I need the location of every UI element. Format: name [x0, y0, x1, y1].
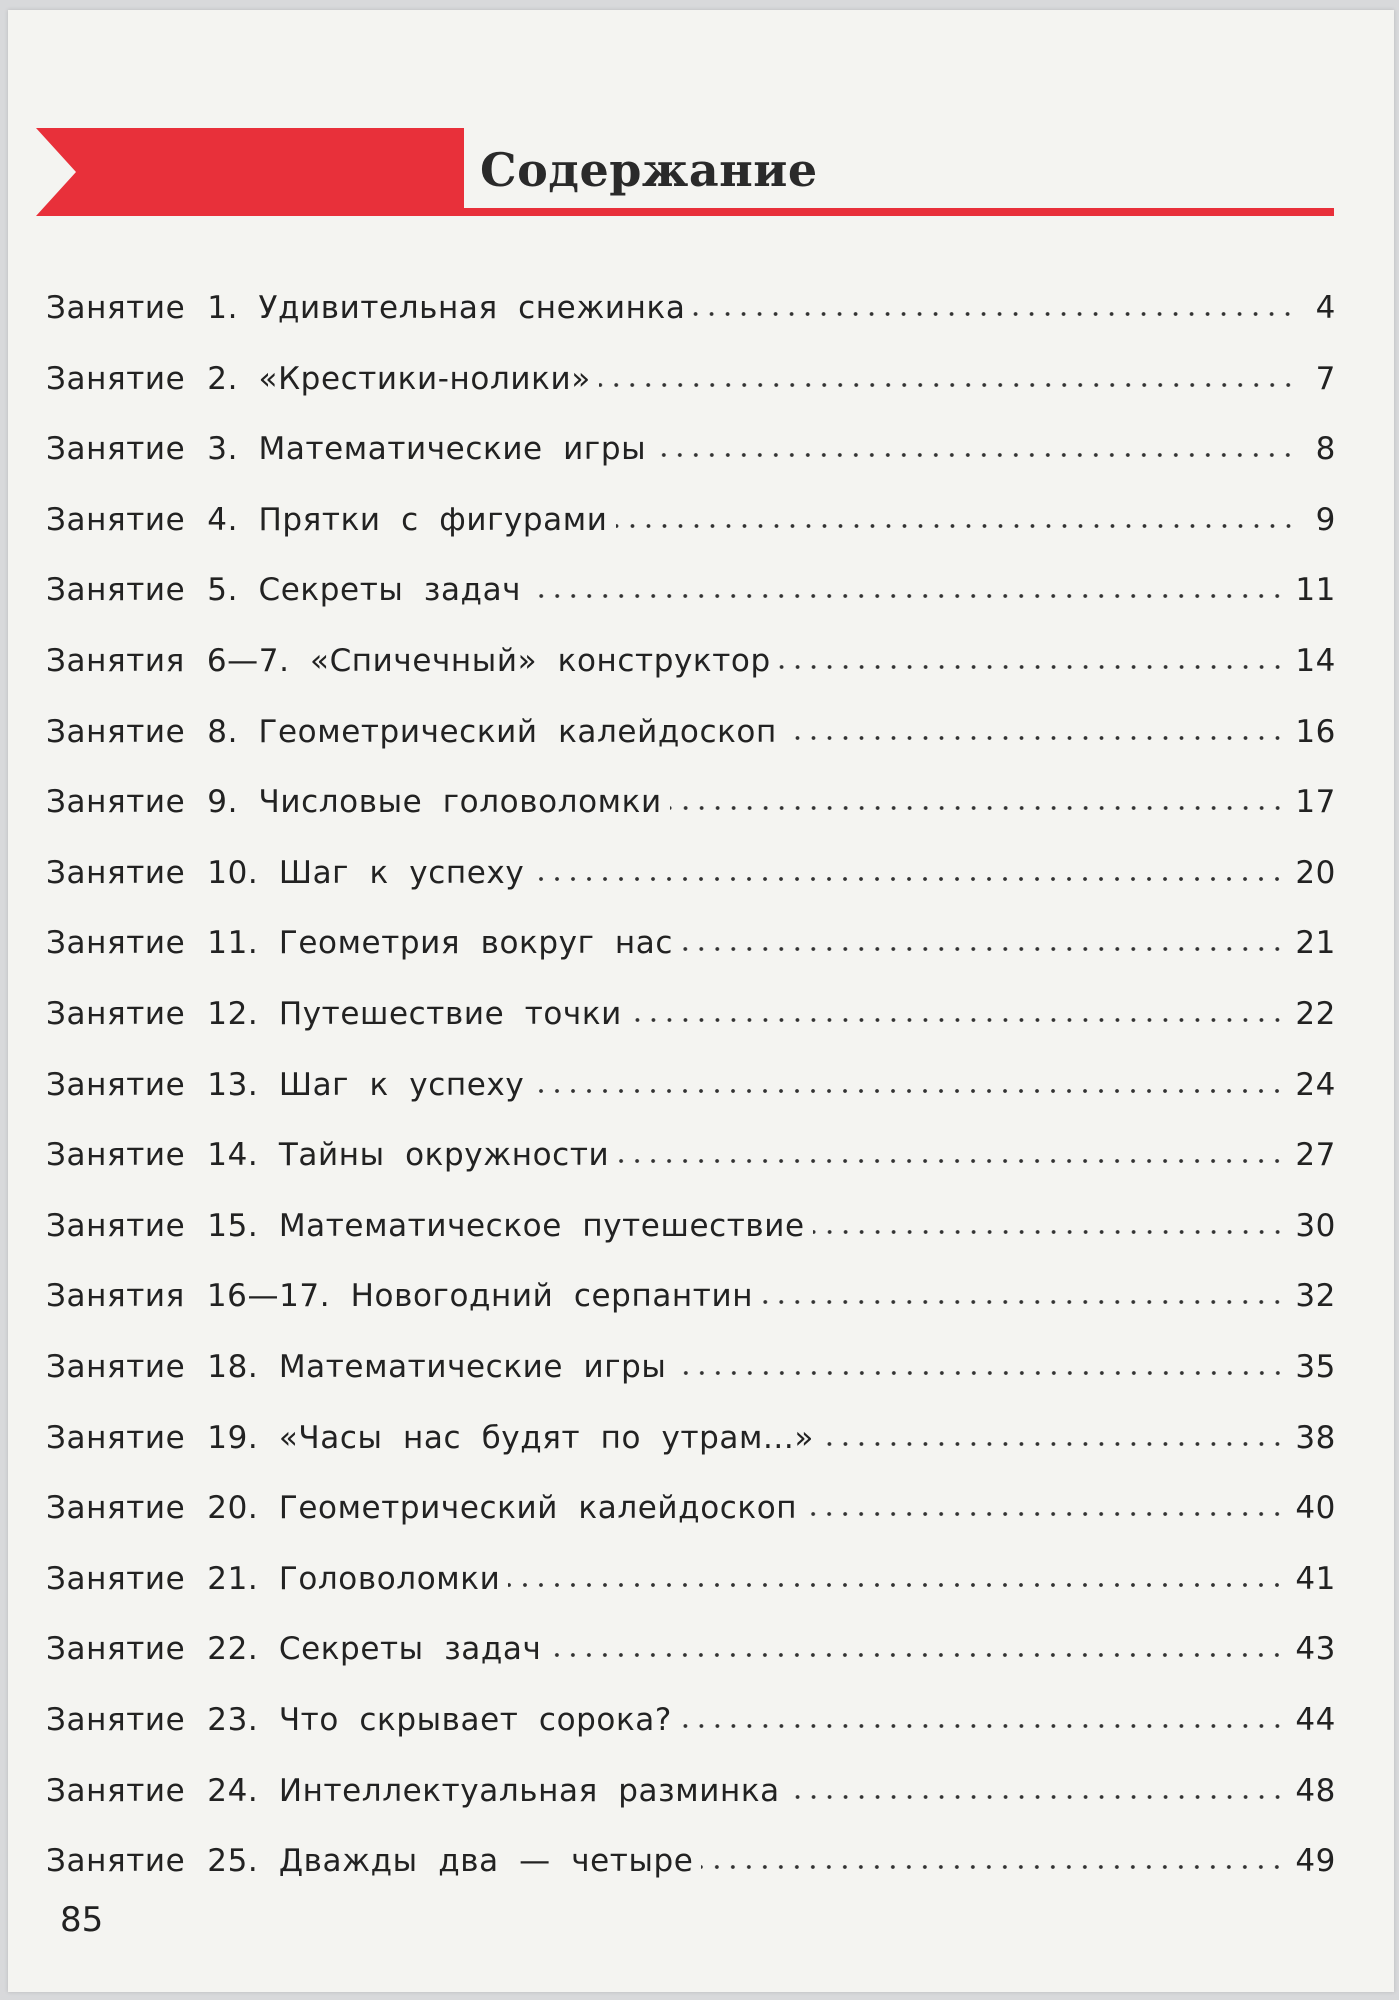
toc-dot-leader — [813, 1229, 1286, 1235]
toc-entry — [46, 1260, 1336, 1316]
toc-entry-kind: Занятие — [46, 290, 186, 326]
toc-entry-kind: Занятие — [46, 1207, 186, 1244]
toc-entry-page: 40 — [1295, 1490, 1336, 1527]
toc-dot-leader — [805, 1511, 1285, 1517]
toc-dot-leader — [779, 664, 1286, 670]
toc-entry — [46, 1049, 1336, 1105]
toc-dot-leader — [654, 452, 1296, 458]
toc-entry — [46, 978, 1336, 1034]
toc-entry-page: 8 — [1315, 431, 1336, 468]
title-ribbon — [36, 128, 464, 216]
toc-entry-page: 14 — [1295, 643, 1336, 679]
toc-entry-title: 23. Что скрывает сорока? — [207, 1702, 672, 1738]
toc-entry-page: 38 — [1295, 1419, 1336, 1456]
toc-entry-kind: Занятие — [46, 925, 186, 962]
toc-entry — [46, 625, 1336, 681]
toc-entry-title: 12. Путешествие точки — [207, 996, 622, 1032]
toc-entry — [46, 484, 1336, 540]
toc-entry-title: 4. Прятки с фигурами — [207, 501, 608, 538]
page-number: 85 — [60, 1900, 104, 1940]
toc-dot-leader — [599, 382, 1296, 388]
toc-entry — [46, 1543, 1336, 1599]
toc-entry-kind: Занятие — [46, 1066, 186, 1103]
ribbon-shape — [36, 128, 464, 216]
toc-dot-leader — [617, 1158, 1285, 1164]
toc-entry-kind: Занятие — [46, 1419, 186, 1456]
toc-dot-leader — [630, 1017, 1285, 1023]
toc-entry-kind: Занятие — [46, 360, 186, 397]
toc-entry — [46, 907, 1336, 963]
toc-entry — [46, 1331, 1336, 1387]
toc-entry-page: 32 — [1295, 1278, 1336, 1315]
toc-entry-title: 5. Секреты задач — [207, 572, 522, 609]
toc-entry-page: 27 — [1295, 1137, 1336, 1174]
toc-entry-kind: Занятие — [46, 1137, 186, 1174]
toc-entry — [46, 1119, 1336, 1175]
toc-entry-page: 20 — [1295, 854, 1336, 891]
toc-entry — [46, 1684, 1336, 1740]
toc-entry-title: 3. Математические игры — [207, 431, 647, 468]
toc-entry-kind: Занятие — [46, 1560, 186, 1597]
toc-entry-title: 20. Геометрический калейдоскоп — [207, 1490, 798, 1527]
toc-dot-leader — [675, 1370, 1286, 1376]
toc-entry — [46, 837, 1336, 893]
toc-entry-kind: Занятия — [46, 1278, 185, 1315]
toc-dot-leader — [680, 1723, 1285, 1729]
toc-dot-leader — [822, 1441, 1285, 1447]
toc-entry — [46, 1825, 1336, 1881]
toc-entry-page: 4 — [1315, 290, 1336, 326]
toc-dot-leader — [761, 1299, 1285, 1305]
toc-entry-kind: Занятие — [46, 1772, 186, 1809]
toc-dot-leader — [670, 805, 1286, 811]
toc-entry-page: 30 — [1295, 1207, 1336, 1244]
toc-entry — [46, 343, 1336, 399]
toc-entry-title: 2. «Крестики-нолики» — [207, 360, 591, 397]
toc-entry — [46, 1190, 1336, 1246]
toc-entry — [46, 1613, 1336, 1669]
toc-entry-kind: Занятие — [46, 784, 186, 821]
toc-entry-title: 18. Математические игры — [207, 1349, 667, 1385]
toc-entry-title: 10. Шаг к успеху — [207, 854, 525, 891]
toc-entry-title: 1. Удивительная снежинка — [207, 290, 686, 326]
toc-entry — [46, 1755, 1336, 1811]
toc-entry-kind: Занятие — [46, 1702, 186, 1738]
toc-entry-title: 11. Геометрия вокруг нас — [207, 925, 674, 962]
toc-entry-page: 17 — [1295, 784, 1336, 821]
toc-entry — [46, 272, 1336, 328]
toc-entry-title: 22. Секреты задач — [207, 1631, 542, 1668]
toc-dot-leader — [549, 1652, 1285, 1658]
toc-dot-leader — [785, 735, 1286, 741]
toc-entry-title: 8. Геометрический калейдоскоп — [207, 713, 777, 750]
toc-dot-leader — [681, 946, 1285, 952]
toc-entry-kind: Занятие — [46, 572, 186, 609]
toc-entry-page: 41 — [1295, 1560, 1336, 1597]
toc-entry-kind: Занятие — [46, 501, 186, 538]
toc-entry-title: 24. Интеллектуальная разминка — [207, 1772, 780, 1809]
toc-entry-title: 15. Математическое путешествие — [207, 1207, 805, 1244]
toc-entry-page: 9 — [1315, 501, 1336, 538]
toc-entry — [46, 766, 1336, 822]
toc-entry — [46, 554, 1336, 610]
toc-entry-page: 7 — [1315, 360, 1336, 397]
toc-entry-page: 35 — [1295, 1349, 1336, 1385]
toc-entry-page: 11 — [1295, 572, 1336, 609]
toc-dot-leader — [616, 523, 1296, 529]
toc-dot-leader — [693, 311, 1296, 317]
toc-entry-kind: Занятие — [46, 713, 186, 750]
toc-dot-leader — [532, 1088, 1285, 1094]
toc-dot-leader — [508, 1582, 1285, 1588]
toc-entry-kind: Занятие — [46, 996, 186, 1032]
toc-dot-leader — [532, 876, 1285, 882]
toc-dot-leader — [529, 593, 1285, 599]
toc-entry-title: 9. Числовые головоломки — [207, 784, 662, 821]
book-page — [8, 10, 1394, 1992]
toc-dot-leader — [701, 1864, 1285, 1870]
toc-entry-page: 49 — [1295, 1843, 1336, 1880]
page-title: Содержание — [480, 143, 818, 197]
title-underline — [464, 208, 1334, 216]
toc-entry-page: 24 — [1295, 1066, 1336, 1103]
toc-entry-title: 16—17. Новогодний серпантин — [206, 1278, 754, 1315]
toc-dot-leader — [788, 1794, 1286, 1800]
toc-entry-kind: Занятие — [46, 1843, 186, 1880]
toc-entry-page: 22 — [1295, 996, 1336, 1032]
toc-entry — [46, 1402, 1336, 1458]
toc-entry-page: 43 — [1295, 1631, 1336, 1668]
toc-entry-page: 16 — [1295, 713, 1336, 750]
toc-entry — [46, 1472, 1336, 1528]
toc-entry-page: 44 — [1295, 1702, 1336, 1738]
toc-entry-kind: Занятие — [46, 1490, 186, 1527]
toc-entry-kind: Занятие — [46, 1631, 186, 1668]
toc-entry-title: 21. Головоломки — [207, 1560, 501, 1597]
toc-entry-title: 19. «Часы нас будят по утрам...» — [207, 1419, 814, 1456]
toc-entry — [46, 696, 1336, 752]
toc-entry-kind: Занятие — [46, 1349, 186, 1385]
toc-entry-page: 21 — [1295, 925, 1336, 962]
toc-entry-title: 14. Тайны окружности — [207, 1137, 610, 1174]
toc-entry-title: 25. Дважды два — четыре — [207, 1843, 694, 1880]
toc-entry-kind: Занятие — [46, 854, 186, 891]
toc-entry — [46, 413, 1336, 469]
toc-entry-title: 6—7. «Спичечный» конструктор — [206, 643, 771, 679]
toc-entry-kind: Занятие — [46, 431, 186, 468]
toc-entry-page: 48 — [1295, 1772, 1336, 1809]
toc-entry-title: 13. Шаг к успеху — [207, 1066, 525, 1103]
toc-entry-kind: Занятия — [46, 643, 185, 679]
